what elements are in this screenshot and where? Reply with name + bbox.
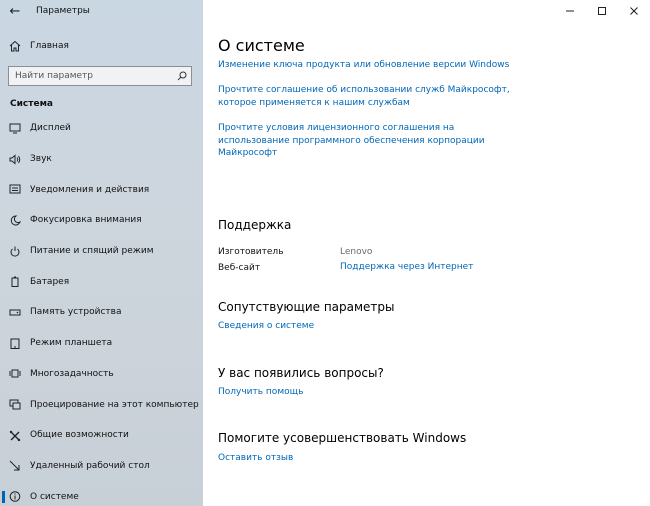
projecting-icon	[8, 399, 22, 410]
sidebar	[0, 0, 203, 506]
sidebar-item-label: Уведомления и действия	[30, 184, 150, 195]
manufacturer-value: Lenovo	[340, 247, 373, 257]
sidebar-item-label: О системе	[30, 491, 79, 502]
get-help-link[interactable]: Получить помощь	[218, 387, 304, 397]
minimize-button[interactable]	[554, 0, 586, 22]
website-label: Веб-сайт	[218, 263, 261, 273]
window-controls	[554, 0, 650, 22]
sidebar-item-label: Фокусировка внимания	[30, 215, 142, 226]
sidebar-item-projecting[interactable]	[0, 389, 203, 420]
sidebar-item-focus-assist[interactable]	[0, 205, 203, 236]
support-heading: Поддержка	[218, 218, 292, 232]
window-title: Параметры	[36, 6, 90, 16]
manufacturer-label: Изготовитель	[218, 247, 284, 257]
back-button[interactable]	[0, 0, 30, 22]
sidebar-item-power[interactable]	[0, 236, 203, 267]
sidebar-item-label: Дисплей	[30, 123, 71, 134]
maximize-icon	[597, 6, 607, 16]
improve-windows-heading: Помогите усовершенствовать Windows	[218, 431, 467, 445]
maximize-button[interactable]	[586, 0, 618, 22]
sidebar-item-shared-experiences[interactable]	[0, 420, 203, 451]
questions-heading: У вас появились вопросы?	[218, 366, 384, 380]
sidebar-item-label: Общие возможности	[30, 430, 129, 441]
minimize-icon	[565, 6, 575, 16]
section-heading: Система	[10, 99, 53, 109]
info-icon	[8, 491, 22, 502]
shared-experiences-icon	[8, 430, 22, 441]
sidebar-item-about[interactable]	[0, 481, 203, 506]
multitasking-icon	[8, 368, 22, 379]
services-agreement-line-1: Прочтите соглашение об использовании служб Майкрософт,	[218, 85, 510, 95]
license-terms-line-1: Прочтите условия лицензионного соглашения на	[218, 123, 455, 133]
sound-icon	[8, 154, 22, 165]
focus-assist-icon	[8, 215, 22, 226]
tablet-icon	[8, 338, 22, 349]
home-icon	[8, 40, 22, 52]
battery-icon	[8, 276, 22, 287]
sidebar-item-tablet[interactable]	[0, 328, 203, 359]
sidebar-item-label: Звук	[30, 154, 52, 165]
main-content	[203, 0, 650, 506]
related-settings-heading: Сопутствующие параметры	[218, 300, 395, 314]
sidebar-item-label: Режим планшета	[30, 338, 113, 349]
home-nav-item[interactable]	[0, 36, 203, 56]
system-info-link[interactable]: Сведения о системе	[218, 321, 315, 331]
home-label: Главная	[30, 41, 69, 51]
page-title: О системе	[218, 36, 305, 55]
nav-list	[0, 113, 203, 506]
power-icon	[8, 246, 22, 257]
title-bar	[0, 0, 203, 22]
sidebar-item-label: Проецирование на этот компьютер	[30, 399, 199, 410]
back-arrow-icon: ←	[9, 3, 21, 19]
sidebar-item-label: Память устройства	[30, 307, 122, 318]
display-icon	[8, 123, 22, 134]
sidebar-item-label: Многозадачность	[30, 368, 114, 379]
license-terms-link[interactable]	[218, 122, 485, 160]
sidebar-item-multitasking[interactable]	[0, 359, 203, 390]
give-feedback-link[interactable]: Оставить отзыв	[218, 453, 294, 463]
sidebar-item-sound[interactable]	[0, 144, 203, 175]
close-button[interactable]	[618, 0, 650, 22]
license-terms-line-2: использование программного обеспечения корпорации	[218, 135, 485, 146]
website-link[interactable]: Поддержка через Интернет	[340, 262, 474, 272]
search-box[interactable]	[8, 66, 192, 86]
license-terms-line-3: Майкрософт	[218, 148, 278, 158]
services-agreement-link[interactable]	[218, 84, 510, 109]
sidebar-item-display[interactable]	[0, 113, 203, 144]
sidebar-item-storage[interactable]	[0, 297, 203, 328]
sidebar-item-battery[interactable]	[0, 266, 203, 297]
services-agreement-line-2: которое применяется к нашим службам	[218, 97, 410, 108]
sidebar-item-label: Удаленный рабочий стол	[30, 460, 150, 471]
close-icon	[629, 6, 639, 16]
storage-icon	[8, 307, 22, 318]
remote-desktop-icon	[8, 460, 22, 471]
notifications-icon	[8, 184, 22, 195]
sidebar-item-notifications[interactable]	[0, 174, 203, 205]
sidebar-item-remote-desktop[interactable]	[0, 451, 203, 482]
search-icon[interactable]	[173, 71, 191, 81]
product-key-link[interactable]: Изменение ключа продукта или обновление версии Windows	[218, 60, 510, 70]
search-input[interactable]	[9, 70, 173, 82]
sidebar-item-label: Батарея	[30, 276, 70, 287]
sidebar-item-label: Питание и спящий режим	[30, 246, 154, 257]
